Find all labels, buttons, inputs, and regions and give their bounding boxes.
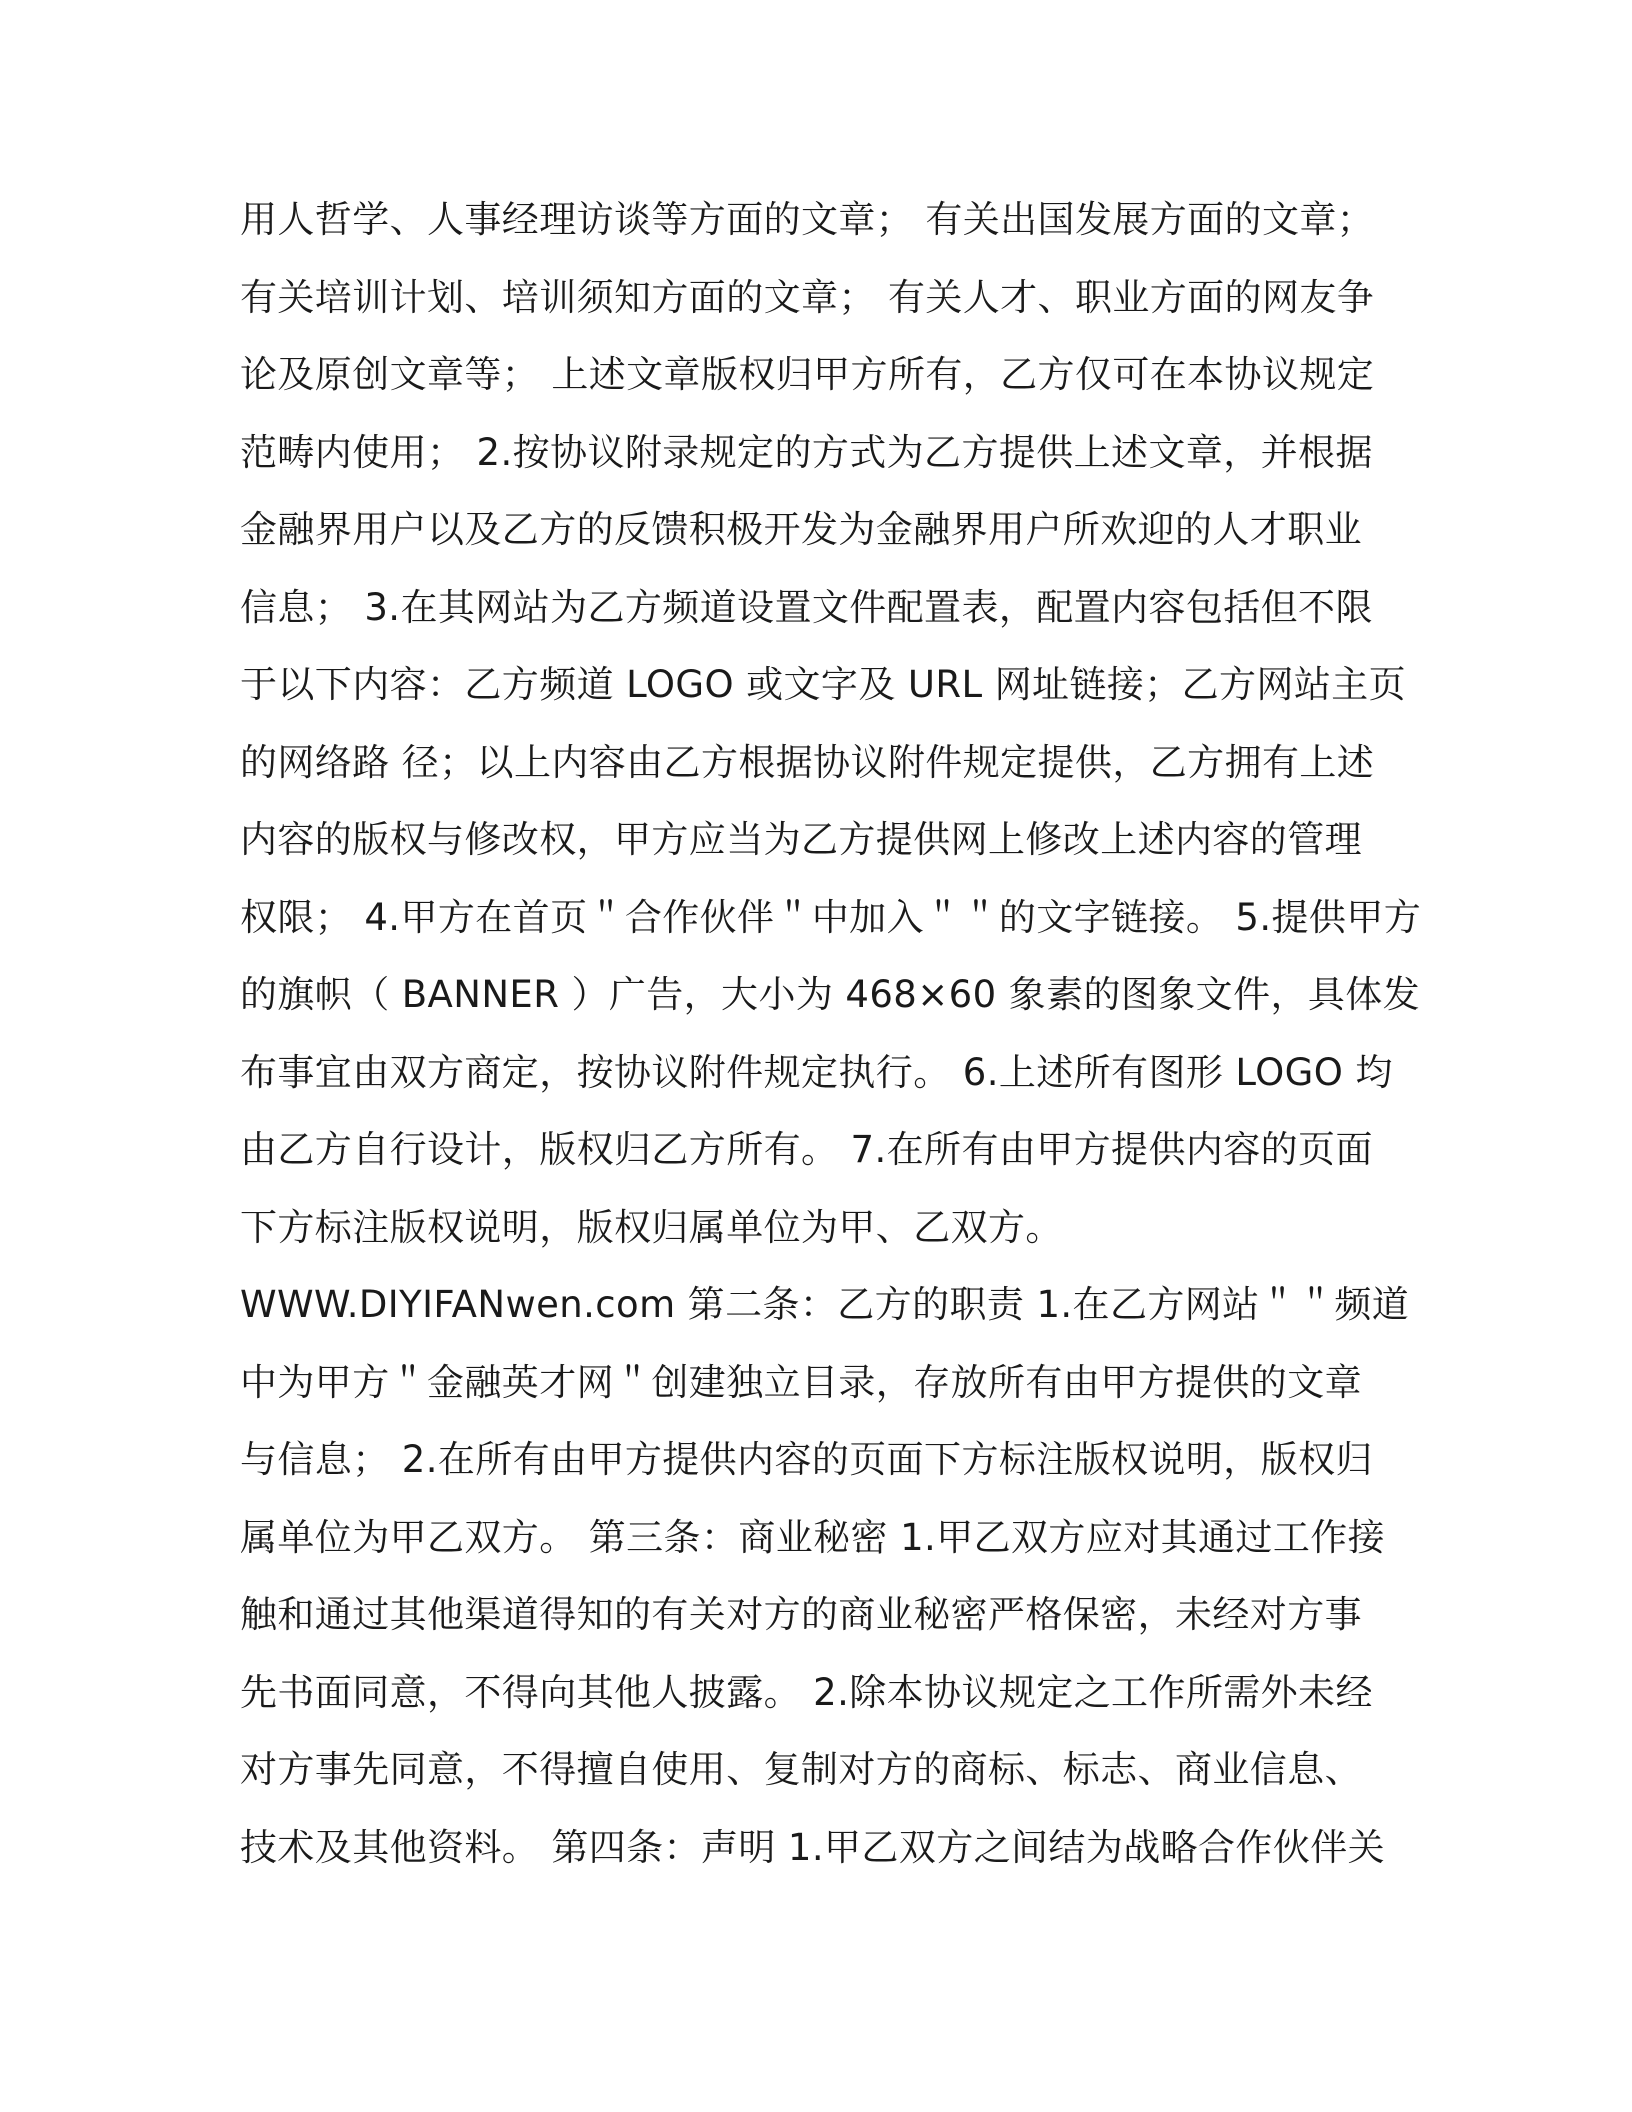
text-line: 技术及其他资料。 第四条：声明 1.甲乙双方之间结为战略合作伙伴关 (240, 1825, 1386, 1869)
text-line: WWW.DIYIFANwen.com 第二条：乙方的职责 1.在乙方网站＂＂频道 (240, 1283, 1410, 1326)
text-line: 金融界用户以及乙方的反馈积极开发为金融界用户所欢迎的人才职业 (240, 508, 1362, 551)
text-line: 先书面同意，不得向其他人披露。 2.除本协议规定之工作所需外未经 (240, 1670, 1373, 1714)
text-line: 范畴内使用； 2.按协议附录规定的方式为乙方提供上述文章，并根据 (240, 430, 1373, 474)
text-line: 对方事先同意，不得擅自使用、复制对方的商标、标志、商业信息、 (240, 1748, 1362, 1791)
document-body (240, 188, 1422, 1893)
text-line: 信息； 3.在其网站为乙方频道设置文件配置表，配置内容包括但不限 (240, 585, 1373, 629)
text-line: 布事宜由双方商定，按协议附件规定执行。 6.上述所有图形 LOGO 均 (240, 1050, 1393, 1094)
text-line: 内容的版权与修改权，甲方应当为乙方提供网上修改上述内容的管理 (240, 818, 1362, 861)
text-line: 用人哲学、人事经理访谈等方面的文章； 有关出国发展方面的文章； (240, 198, 1375, 241)
text-line: 与信息； 2.在所有由甲方提供内容的页面下方标注版权说明，版权归 (240, 1438, 1373, 1481)
text-line: 于以下内容：乙方频道 LOGO 或文字及 URL 网址链接；乙方网站主页 (240, 663, 1407, 706)
text-line: 有关培训计划、培训须知方面的文章； 有关人才、职业方面的网友争 (240, 275, 1375, 319)
text-line: 中为甲方＂金融英才网＂创建独立目录，存放所有由甲方提供的文章 (240, 1360, 1362, 1404)
text-line: 属单位为甲乙双方。 第三条：商业秘密 1.甲乙双方应对其通过工作接 (240, 1515, 1386, 1559)
text-line: 权限； 4.甲方在首页＂合作伙伴＂中加入＂＂的文字链接。 5.提供甲方 (240, 895, 1422, 939)
text-line: 由乙方自行设计，版权归乙方所有。 7.在所有由甲方提供内容的页面 (240, 1128, 1373, 1171)
text-line: 的网络路 径；以上内容由乙方根据协议附件规定提供，乙方拥有上述 (240, 740, 1375, 784)
text-line: 论及原创文章等； 上述文章版权归甲方所有，乙方仅可在本协议规定 (240, 353, 1375, 396)
text-line: 触和通过其他渠道得知的有关对方的商业秘密严格保密，未经对方事 (240, 1593, 1362, 1636)
text-line: 的旗帜（ BANNER ）广告，大小为 468×60 象素的图象文件，具体发 (240, 973, 1421, 1016)
text-line: 下方标注版权说明，版权归属单位为甲、乙双方。 (240, 1205, 1063, 1249)
